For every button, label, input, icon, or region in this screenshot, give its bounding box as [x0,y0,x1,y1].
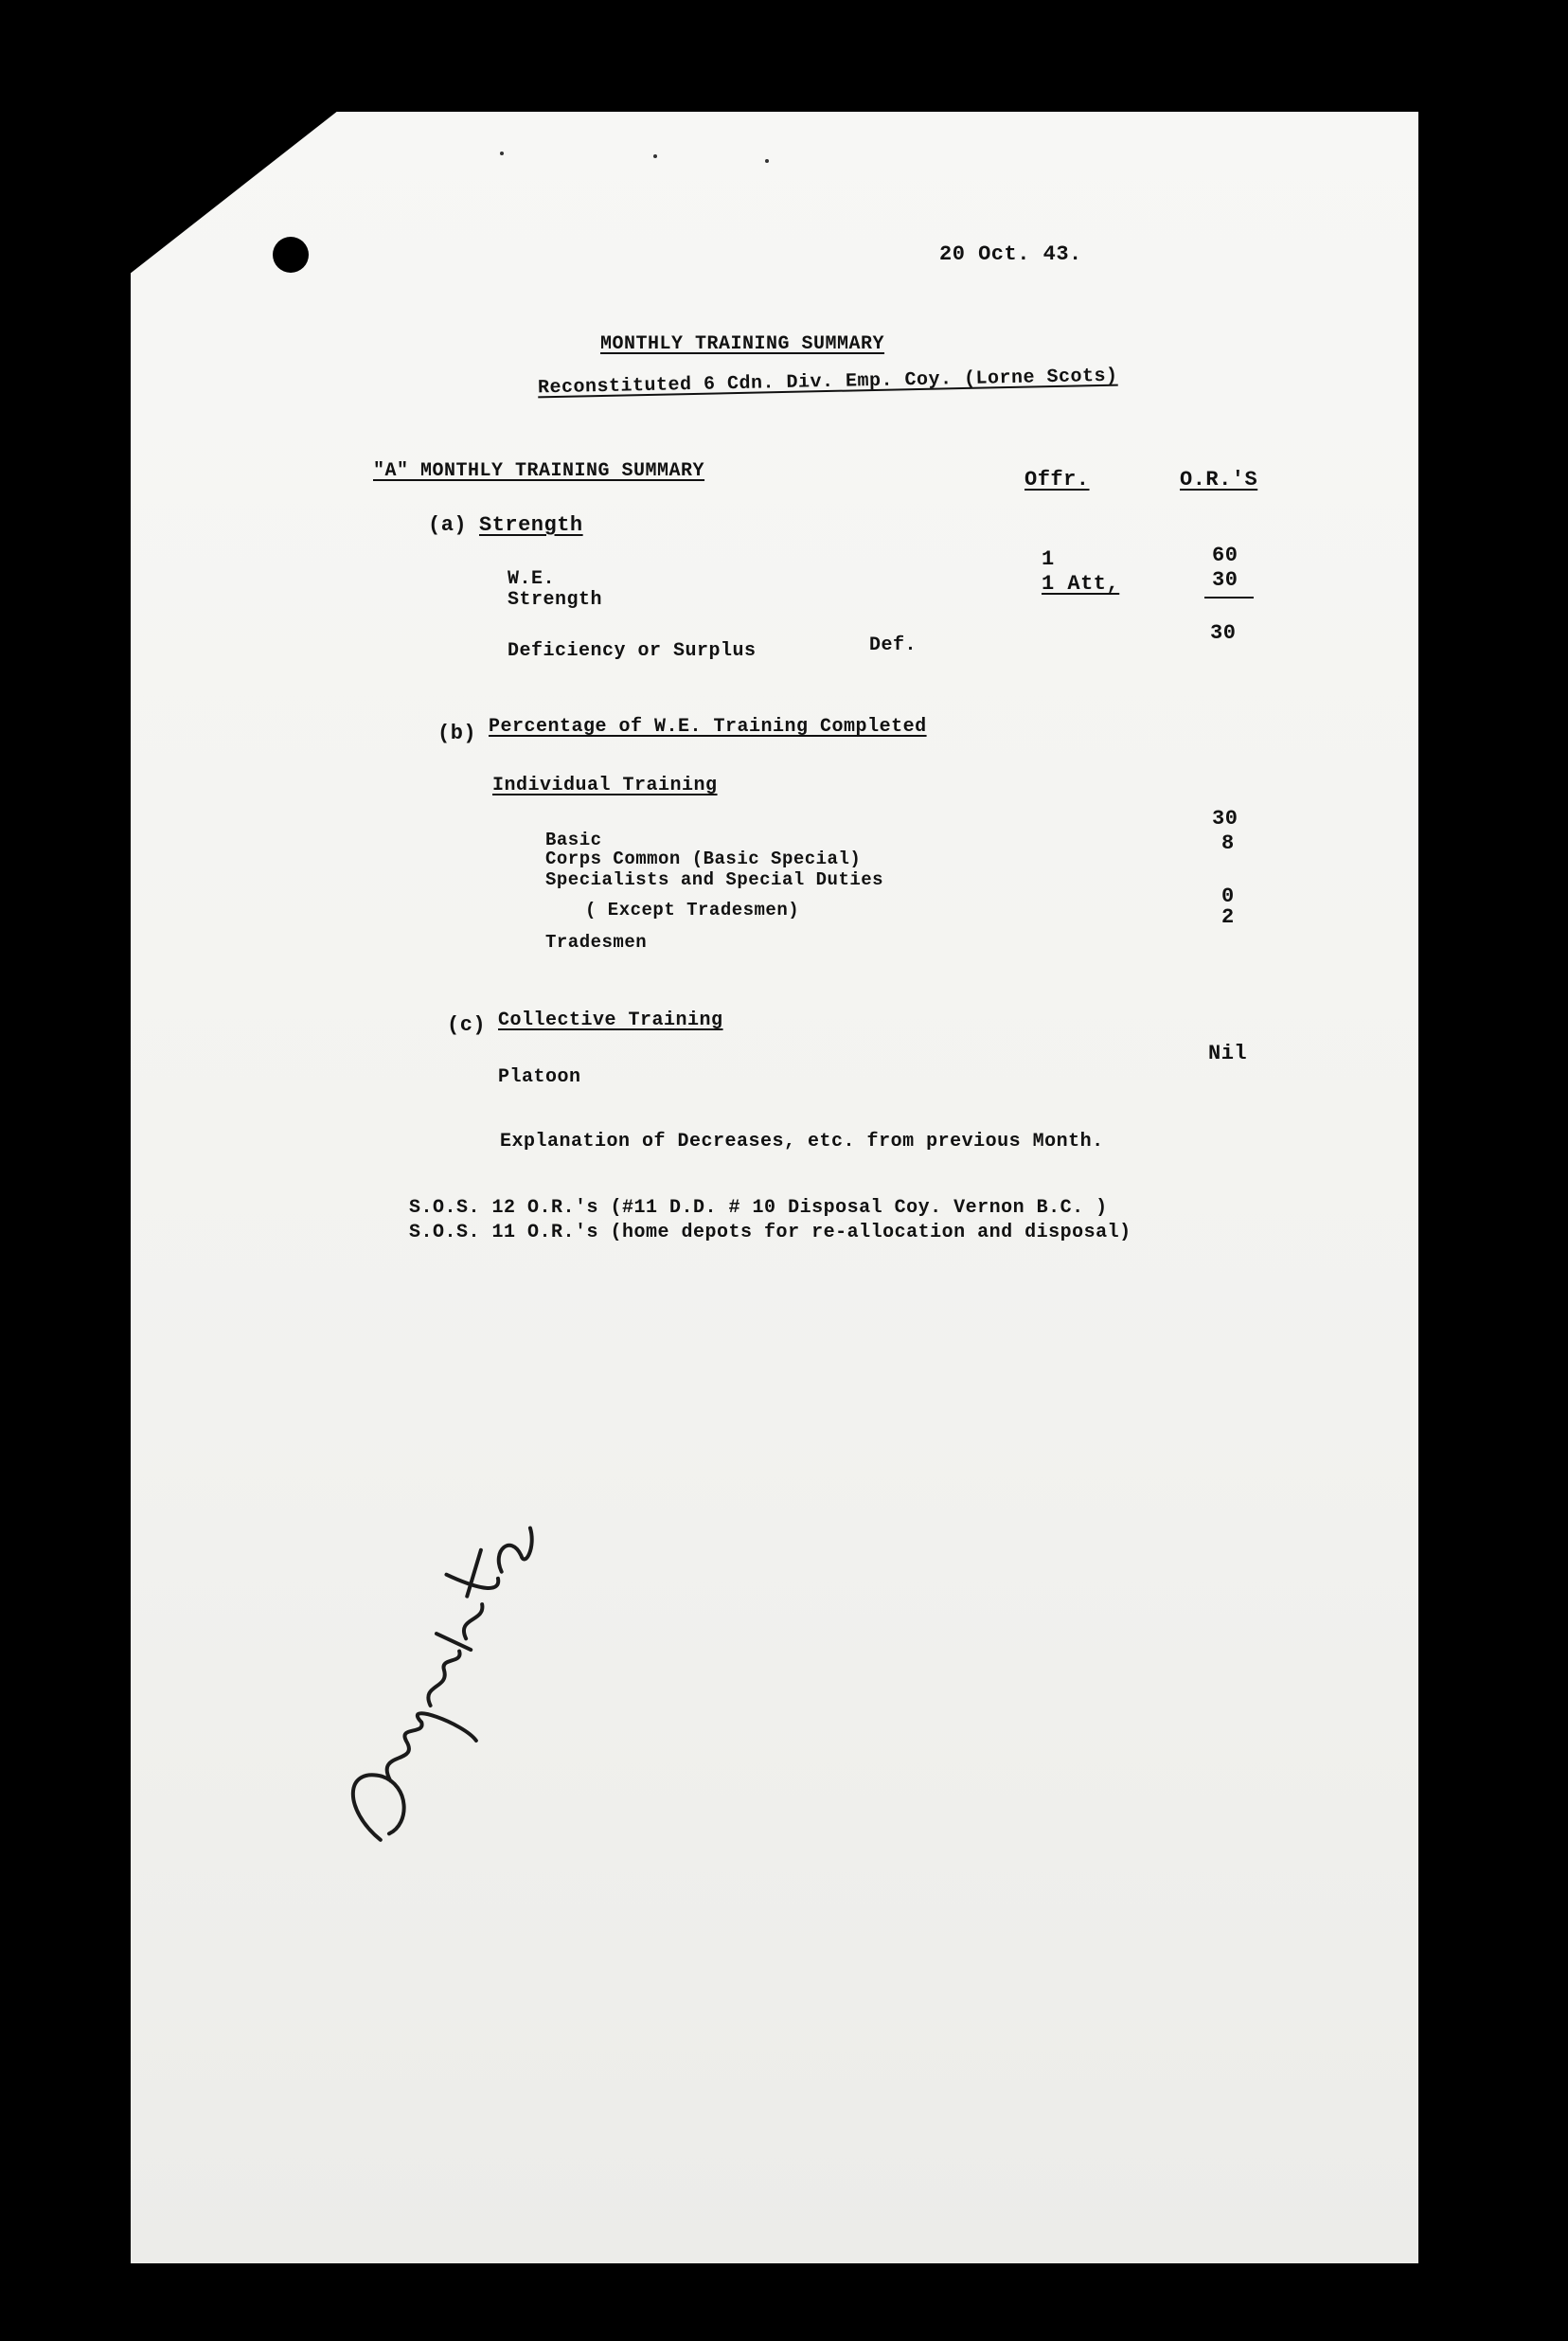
specialists-label: Specialists and Special Duties [545,869,884,890]
strength-total-rule [1204,597,1254,599]
we-offr-value: 1 [1042,547,1055,571]
column-offr-header: Offr. [1025,468,1090,491]
platoon-label: Platoon [498,1066,581,1088]
strength-prefix: (a) [428,513,468,537]
column-ors-header: O.R.'S [1180,468,1258,491]
deficiency-type: Def. [869,634,918,656]
strength-ors-value: 30 [1212,568,1238,592]
document-title: MONTHLY TRAINING SUMMARY [600,333,885,355]
deficiency-ors-value: 30 [1210,621,1237,645]
punch-hole [273,237,309,273]
corps-common-value: 8 [1221,831,1235,855]
sos-line-2: S.O.S. 11 O.R.'s (home depots for re-allocation and disposal) [409,1222,1131,1243]
basic-value: 30 [1212,807,1238,831]
platoon-value: Nil [1208,1042,1248,1065]
corps-common-label: Corps Common (Basic Special) [545,849,862,869]
speck [765,159,769,163]
collective-prefix: (c) [447,1013,487,1037]
speck [500,152,504,155]
specialists-sublabel: ( Except Tradesmen) [585,900,800,920]
collective-heading: Collective Training [498,1010,723,1031]
strength-offr-value: 1 Att, [1042,572,1120,596]
we-ors-value: 60 [1212,544,1238,567]
section-a-heading: "A" MONTHLY TRAINING SUMMARY [373,460,705,482]
strength-heading: Strength [479,513,583,537]
strength-label: Strength [508,589,603,611]
document-subtitle: Reconstituted 6 Cdn. Div. Emp. Coy. (Lorne Scots) [537,365,1118,400]
basic-label: Basic [545,830,602,850]
document-page [131,112,1418,2263]
percentage-prefix: (b) [437,722,477,745]
percentage-heading: Percentage of W.E. Training Completed [489,716,927,738]
deficiency-label: Deficiency or Surplus [508,640,757,662]
tradesmen-label: Tradesmen [545,932,648,953]
tradesmen-value: 2 [1221,905,1235,929]
specialists-value: 0 [1221,885,1235,908]
explanation-heading: Explanation of Decreases, etc. from previous Month. [500,1131,1104,1153]
document-date: 20 Oct. 43. [939,242,1082,266]
speck [653,154,657,158]
individual-training-heading: Individual Training [492,775,718,796]
sos-line-1: S.O.S. 12 O.R.'s (#11 D.D. # 10 Disposal Coy. Vernon B.C. ) [409,1197,1108,1219]
we-label: W.E. [508,568,556,590]
